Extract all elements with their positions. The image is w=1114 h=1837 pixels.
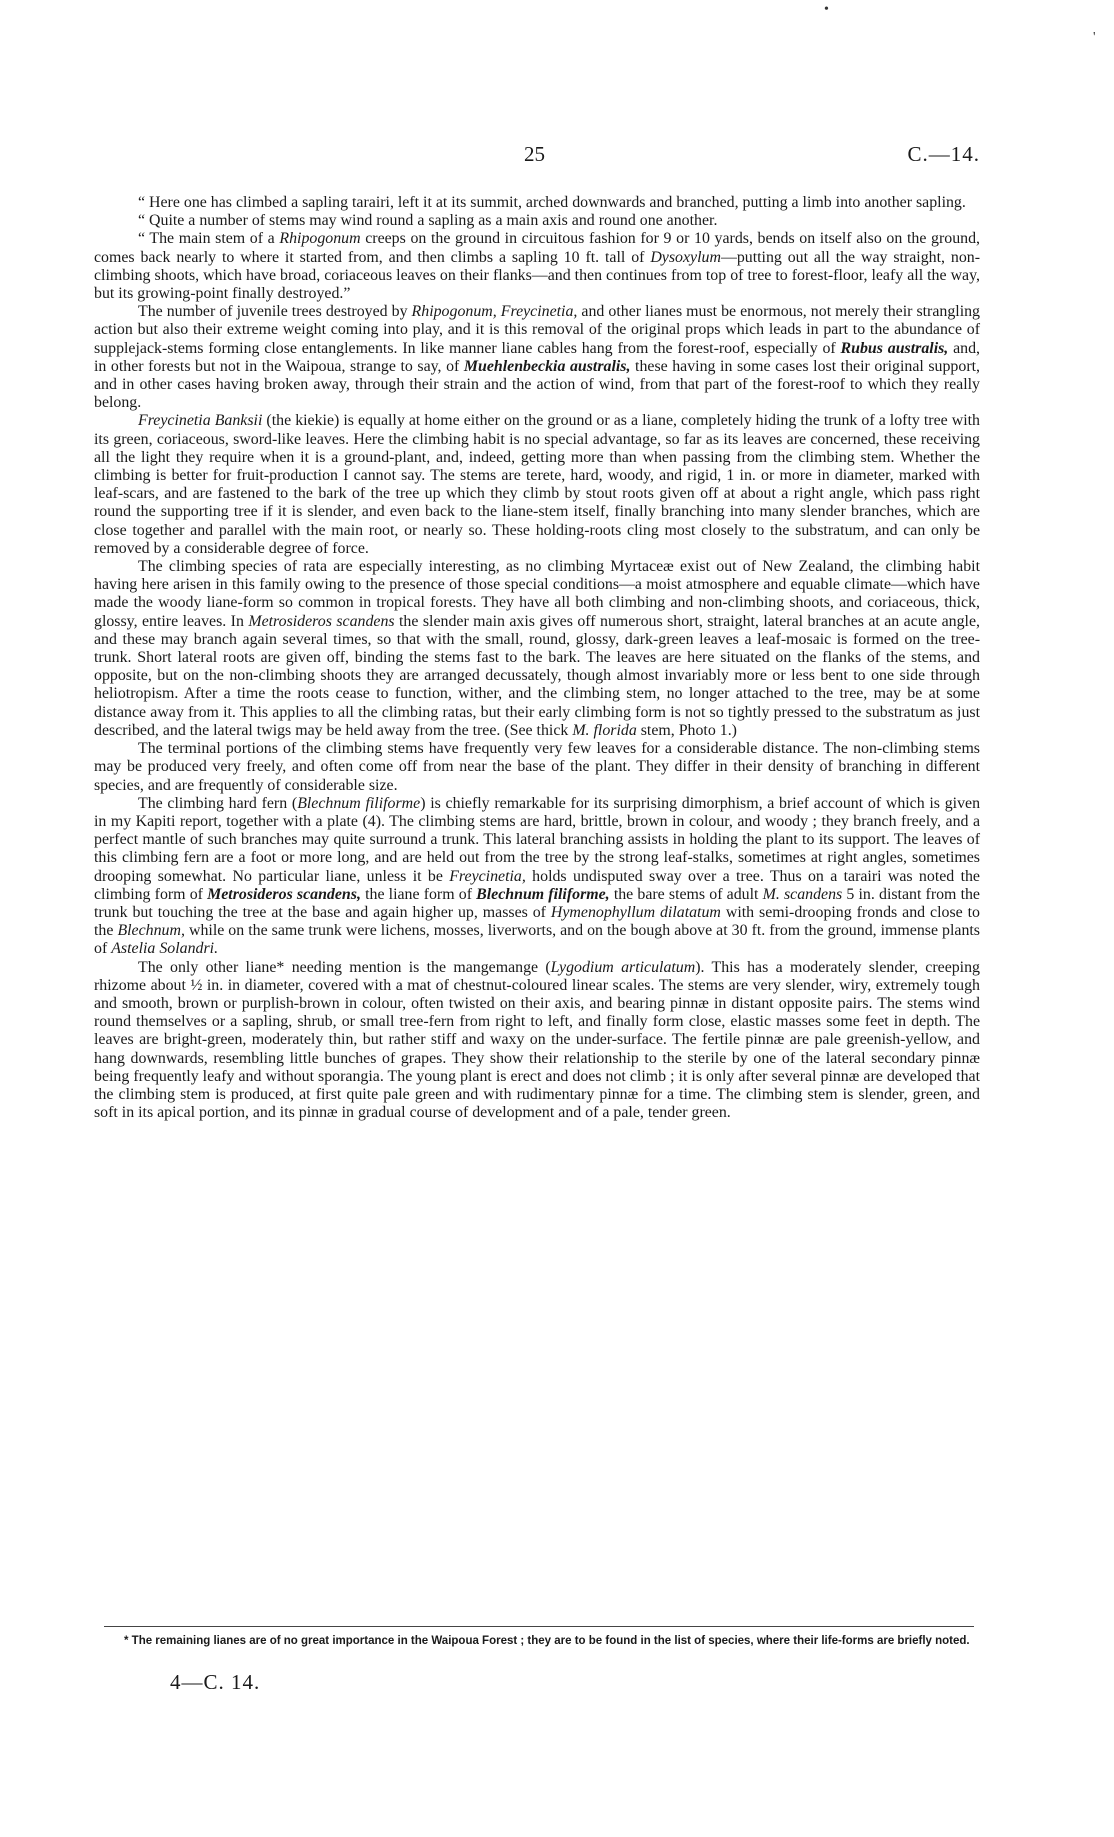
- paragraph: [94, 212, 980, 230]
- top-speck-mark: •: [824, 2, 829, 17]
- taxon-name: Lygodium articulatum: [550, 958, 696, 976]
- text-run: The climbing hard fern (: [138, 794, 298, 812]
- taxon-name: Muehlenbeckia australis,: [463, 357, 631, 375]
- taxon-name: Blechnum filiforme,: [476, 885, 610, 903]
- footnote-divider: [104, 1626, 974, 1627]
- document-reference: C.—14.: [907, 142, 980, 166]
- text-run: —putting out all the way straight, non-climbing shoots, which have broad, coriaceous leaves on their flanks—and then continues from top of tree to forest-floor, leafy all the way, but its growing-point finally destroyed.”: [94, 248, 981, 303]
- paragraph: [94, 303, 980, 412]
- text-run: and other lianes must be enormous, not merely their strangling action but also their extreme weight coming into play, and it is this removal of the original props which leads in part to the abundance of supplejack-stems forming close entanglements. In like manner liane cables hang from the forest-roof, especially of: [94, 303, 980, 357]
- text-run: “ Here one has climbed a sapling tarairi, left it at its summit, arched downwards and branched, putting a limb into another sapling.: [138, 194, 966, 211]
- paragraph: [94, 230, 980, 303]
- taxon-name: Metrosideros scandens,: [207, 885, 361, 903]
- paragraph: [94, 740, 980, 795]
- text-run: The number of juvenile trees destroyed by: [138, 303, 412, 321]
- text-run: these having in some cases lost their original support, and in other cases having broken away, through their strain and the action of wind, from that part of the forest-roof to which they really belong.: [94, 357, 981, 412]
- taxon-name: Astelia Solandri.: [111, 940, 219, 958]
- text-run: with semi-drooping fronds and close to the: [94, 903, 980, 940]
- taxon-name: Freycinetia,: [449, 867, 526, 885]
- text-run: The only other liane* needing mention is the mangemange (: [138, 958, 551, 976]
- text-run: holds undisputed sway over a tree. Thus on a tarairi was noted the climbing form of: [94, 867, 980, 903]
- text-run: “ The main stem of a: [138, 230, 280, 248]
- page-number: 25: [524, 142, 545, 166]
- taxon-name: Hymenophyllum dilatatum: [550, 903, 721, 921]
- paragraph: [94, 412, 980, 558]
- body-text: [94, 194, 980, 1122]
- taxon-name: Dysoxylum: [650, 248, 721, 266]
- text-run: The terminal portions of the climbing stems have frequently very few leaves for a considerable distance. The non-climbing stems may be produced very freely, and often come off from near the base of the plant. They differ in their density of branching in different species, and are frequently of considerable size.: [94, 740, 980, 794]
- paragraph: [94, 795, 980, 959]
- text-run: creeps on the ground in circuitous fashion for 9 or 10 yards, bends on itself also on the ground, comes back nearly to where it started from, and then climbs a sapling 10 ft. tall of: [94, 230, 981, 266]
- text-run: 5 in. distant from the trunk but touching the tree at the base and again higher up, masses of: [94, 885, 980, 921]
- right-edge-mark: ': [1093, 30, 1096, 45]
- taxon-name: Freycinetia Banksii: [138, 412, 263, 430]
- taxon-name: Blechnum,: [117, 922, 185, 940]
- signature-mark: 4—C. 14.: [170, 1670, 261, 1694]
- taxon-name: M. florida: [572, 721, 637, 739]
- text-run: The climbing species of rata are especially interesting, as no climbing Myrtaceæ exist out of New Zealand, the climbing habit having here arisen in this family owing to the presence of those special conditions—a moist atmosphere and equable climate—which have made the woody liane-form so common in tropical forests. They have all both climbing and non-climbing shoots, and coriaceous, thick, glossy, entire leaves. In: [94, 558, 980, 630]
- taxon-name: Rhipogonum, Freycinetia,: [411, 303, 578, 321]
- taxon-name: M. scandens: [762, 885, 843, 903]
- paragraph: [94, 558, 980, 740]
- text-run: the slender main axis gives off numerous short, straight, lateral branches at an acute angle, and these may branch again several times, so that with the small, round, glossy, dark-green leaves a leaf-mosaic is formed on the tree-trunk. Short lateral roots are given off, binding the stems fast to the bark. The leaves are here situated on the flanks of the stems, and opposite, but on the non-climbing shoots they are arranged decussately, though almost invariably more or less bent to one side through heliotropism. After a time the roots cease to function, wither, and the climbing stem, no longer attached to the tree, may be at some distance away from it. This applies to all the climbing ratas, but their early climbing form is not so tightly pressed to the substratum as just described, and the lateral twigs may be held away from the tree. (See thick: [94, 612, 980, 739]
- taxon-name: Blechnum filiforme: [297, 794, 421, 812]
- taxon-name: Rubus australis,: [840, 339, 949, 357]
- footnote: * The remaining lianes are of no great importance in the Waipoua Forest ; they are to be found in the list of species, where their life-forms are briefly noted.: [124, 1635, 970, 1647]
- text-run: the bare stems of adult: [609, 885, 763, 903]
- taxon-name: Metrosideros scandens: [248, 612, 395, 630]
- taxon-name: Rhipogonum: [279, 230, 361, 248]
- text-run: the liane form of: [360, 885, 477, 903]
- text-run: while on the same trunk were lichens, mosses, liverworts, and on the bough above at 30 ft. from the ground, immense plants of: [94, 922, 980, 958]
- paragraph: [94, 194, 980, 212]
- paragraph: [94, 959, 980, 1123]
- text-run: (the kiekie) is equally at home either on the ground or as a liane, completely hiding the trunk of a lofty tree with its green, coriaceous, sword-like leaves. Here the climbing habit is no special advantage, so far as its leaves are concerned, these receiving all the light they require when it is a ground-plant, and, indeed, getting more than when passing from the climbing stem. Whether the climbing is better for fruit-production I cannot say. The stems are terete, hard, woody, and rigid, 1 in. or more in diameter, marked with leaf-scars, and are fastened to the bark of the tree up which they climb by stout roots given off at about a right angle, which pass right round the supporting tree if it is slender, and even back to the liane-stem itself, finally branching into many slender branches, which are close together and parallel with the main root, or nearly so. These holding-roots cling most closely to the substratum, and can only be removed by a considerable degree of force.: [94, 412, 980, 557]
- page-header: [94, 142, 980, 172]
- text-run: and, in other forests but not in the Waipoua, strange to say, of: [94, 339, 981, 375]
- text-run: “ Quite a number of stems may wind round a sapling as a main axis and round one another.: [138, 212, 718, 230]
- text-run: ). This has a moderately slender, creeping rhizome about ½ in. in diameter, covered with a mat of chestnut-coloured linear scales. The stems are very slender, wiry, extremely tough and smooth, brown or purplish-brown in colour, often twisted on their axis, and bearing pinnæ in distant opposite pairs. The stems wind round themselves or a sapling, shrub, or small tree-fern from right to left, and finally form close, elastic masses some feet in depth. The leaves are bright-green, moderately thin, but rather stiff and waxy on the under-surface. The fertile pinnæ are pale greenish-yellow, and hang downwards, resembling little bunches of grapes. They show their relationship to the sterile by one of the lateral secondary pinnæ being frequently leafy and without sporangia. The young plant is erect and does not climb ; it is only after several pinnæ are developed that the climbing stem is produced, at first quite pale green and with rudimentary pinnæ for a time. The climbing stem is slender, green, and soft in its apical portion, and its pinnæ in gradual course of development and of a pale, tender green.: [94, 958, 980, 1122]
- text-run: ) is chiefly remarkable for its surprising dimorphism, a brief account of which is given in my Kapiti report, together with a plate (4). The climbing stems are hard, brittle, brown in colour, and woody ; they branch freely, and a perfect mantle of such branches may quite surround a trunk. This lateral branching assists in holding the plant to its support. The leaves of this climbing fern are a foot or more long, and are held out from the tree by the strong leaf-stalks, sometimes at right angles, sometimes drooping somewhat. No particular liane, unless it be: [94, 794, 981, 885]
- text-run: stem, Photo 1.): [636, 721, 737, 739]
